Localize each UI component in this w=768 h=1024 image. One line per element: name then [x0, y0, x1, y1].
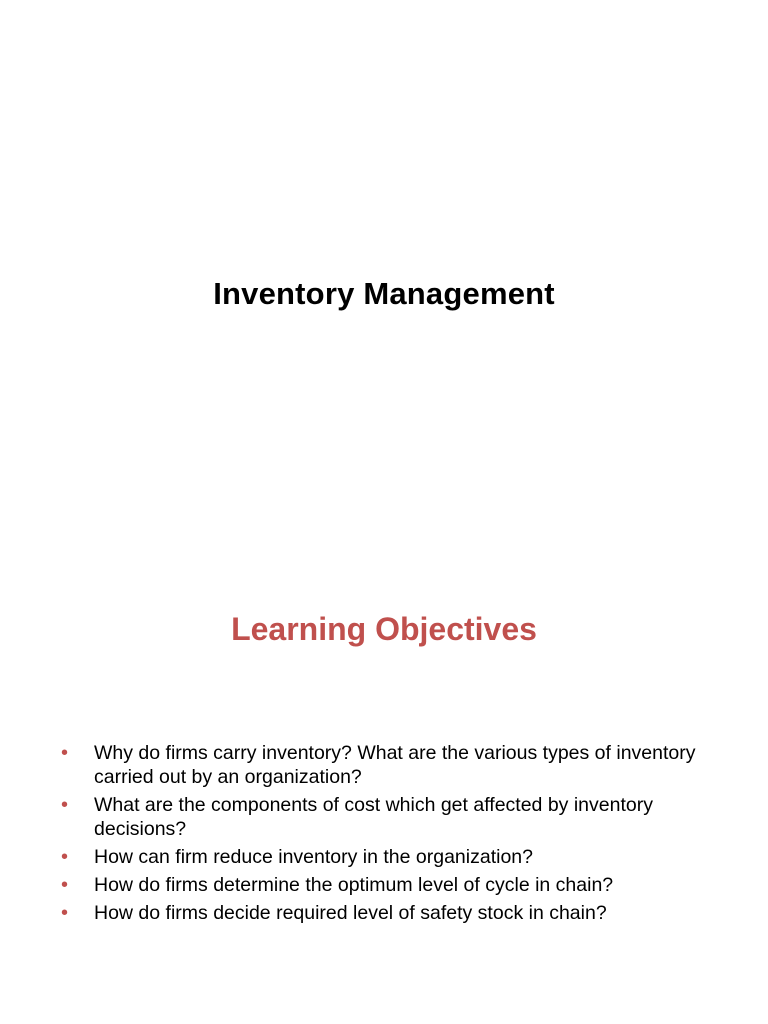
list-item	[56, 901, 696, 925]
list-item	[56, 845, 696, 869]
list-item	[56, 793, 696, 841]
list-item-text: How can firm reduce inventory in the organization?	[94, 846, 533, 868]
list-item-text: How do firms decide required level of safety stock in chain?	[94, 902, 607, 924]
objectives-list	[56, 741, 696, 929]
bullet-icon: •	[61, 874, 69, 896]
slide-title: Inventory Management	[213, 276, 555, 311]
bullet-icon: •	[61, 902, 69, 924]
bullet-icon: •	[61, 846, 69, 868]
list-item-text: What are the components of cost which get affected by inventory decisions?	[94, 794, 653, 840]
list-item	[56, 873, 696, 897]
section-heading: Learning Objectives	[231, 611, 537, 647]
list-item	[56, 741, 696, 789]
bullet-icon: •	[61, 742, 69, 764]
list-item-text: Why do firms carry inventory? What are the various types of inventory carried out by an organization?	[94, 742, 696, 788]
list-item-text: How do firms determine the optimum level of cycle in chain?	[94, 874, 614, 896]
bullet-icon: •	[61, 794, 69, 816]
objectives-slide	[0, 512, 768, 1024]
